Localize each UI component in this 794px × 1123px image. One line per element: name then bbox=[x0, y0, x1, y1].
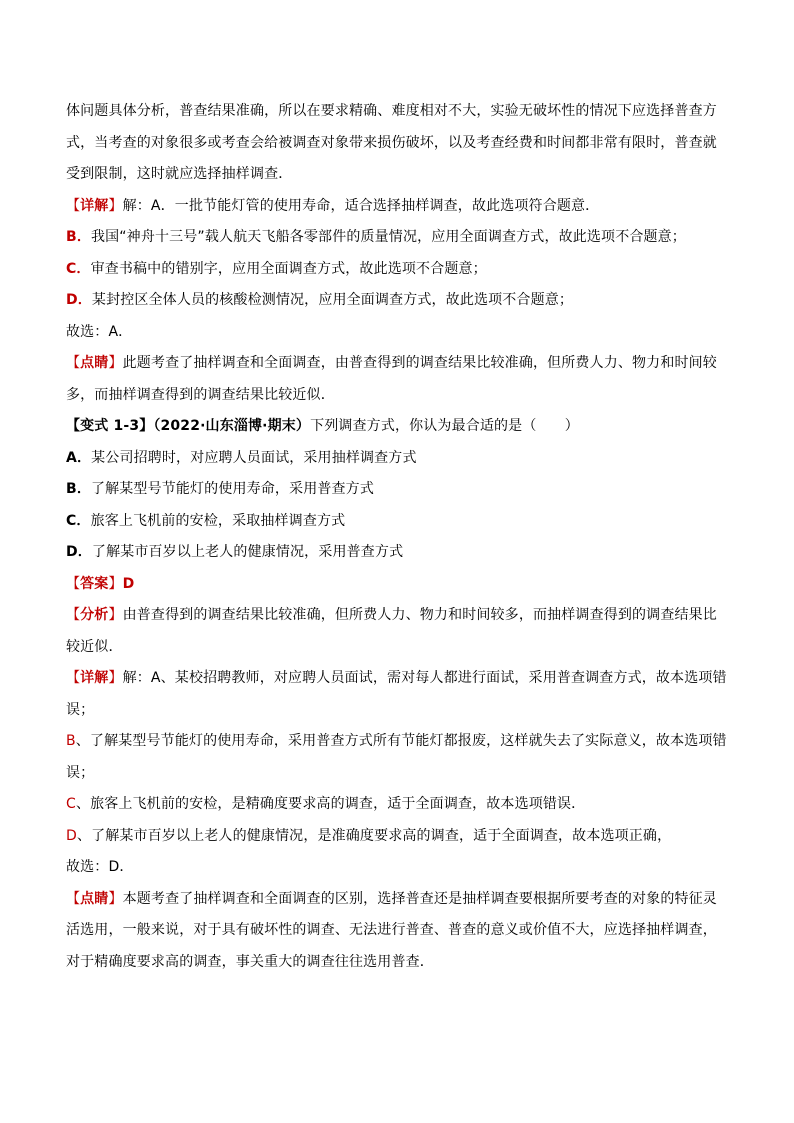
option-letter: D． bbox=[66, 544, 92, 560]
option-text: 我国“神舟十三号”载人航天飞船各零部件的质量情况，应用全面调查方式，故此选项不合题意； bbox=[90, 229, 686, 245]
detail-letter: 解：A bbox=[122, 670, 161, 686]
detail-paragraph-1 bbox=[66, 191, 728, 223]
question-option-c bbox=[66, 506, 728, 538]
detail-line-5 bbox=[66, 789, 728, 821]
question-option-a bbox=[66, 443, 728, 475]
option-letter: A． bbox=[66, 449, 92, 466]
comment-line-2: 多，而抽样调查得到的调查结果比较近似． bbox=[66, 386, 335, 403]
detail-text: 、了解某市百岁以上老人的健康情况，是准确度要求高的调查，适于全面调查，故本选项正确， bbox=[76, 827, 672, 844]
option-text: 了解某市百岁以上老人的健康情况，采用普查方式 bbox=[91, 544, 404, 560]
option-text: 了解某型号节能灯的使用寿命，采用普查方式 bbox=[90, 481, 374, 497]
comment-tag-close: 】 bbox=[108, 355, 123, 371]
analysis-paragraph bbox=[66, 600, 728, 632]
question-source: （2022·山东淄博·期末） bbox=[153, 418, 311, 434]
detail-letter: C bbox=[66, 796, 76, 812]
comment-paragraph-2 bbox=[66, 884, 728, 916]
detail-tag-open: 【 bbox=[66, 197, 81, 214]
detail-text: 、了解某型号节能灯的使用寿命，采用普查方式所有节能灯都报废，这样就失去了实际意义，故本选项错 bbox=[75, 733, 727, 749]
analysis-tag-close: 】 bbox=[108, 607, 123, 623]
analysis-text: 由普查得到的调查结果比较准确，但所费人力、物力和时间较多，而抽样调查得到的调查结果比 bbox=[122, 607, 717, 623]
comment-tag-close: 】 bbox=[108, 890, 123, 907]
option-d-1 bbox=[66, 285, 728, 317]
intro-line-3: 受到限制，这时就应选择抽样调查． bbox=[66, 166, 293, 182]
comment-paragraph-1 bbox=[66, 348, 728, 380]
detail-line-6 bbox=[66, 821, 728, 853]
answer-tag-open: 【 bbox=[66, 575, 81, 592]
question-tag: 【变式 1-3】 bbox=[66, 418, 154, 434]
analysis-tag-open: 【 bbox=[66, 607, 81, 623]
comment-text: 此题考查了抽样调查和全面调查，由普查得到的调查结果比较准确，但所费人力、物力和时间较 bbox=[122, 355, 717, 371]
option-letter: B． bbox=[66, 481, 91, 497]
detail-tag-word: 详解 bbox=[80, 197, 109, 214]
comment-text: 本题考查了抽样调查和全面调查的区别，选择普查还是抽样调查要根据所要考查的对象的特征灵 bbox=[122, 890, 717, 907]
detail-letter: B bbox=[66, 733, 76, 749]
detail-line-4: 误； bbox=[66, 764, 95, 781]
answer-value: D bbox=[122, 575, 135, 592]
detail-letter: D bbox=[66, 827, 77, 844]
analysis-tag-word: 分析 bbox=[80, 607, 109, 623]
question-text: 下列调查方式，你认为最合适的是（ ） bbox=[310, 418, 579, 434]
comment-tag-open: 【 bbox=[66, 355, 81, 371]
detail-paragraph-2 bbox=[66, 663, 728, 695]
option-b-1 bbox=[66, 222, 728, 254]
question-option-d bbox=[66, 537, 728, 569]
detail-line-2: 误； bbox=[66, 701, 95, 718]
option-text: 旅客上飞机前的安检，采取抽样调查方式 bbox=[90, 512, 346, 529]
question-header bbox=[66, 411, 728, 443]
intro-line-2: 式，当考查的对象很多或考查会给被调查对象带来损伤破坏，以及考查经费和时间都非常有限时，普查就 bbox=[66, 134, 717, 151]
detail-tag-close: 】 bbox=[108, 670, 123, 686]
detail-line-3 bbox=[66, 726, 728, 758]
choice-1: 故选：A． bbox=[66, 323, 133, 340]
detail-text: 、旅客上飞机前的安检，是精确度要求高的调查，适于全面调查，故本选项错误． bbox=[75, 796, 586, 812]
comment-line-2b: 活选用，一般来说，对于具有破坏性的调查、无法进行普查、普查的意义或价值不大，应选择抽样调查， bbox=[66, 922, 717, 938]
comment-tag-open: 【 bbox=[66, 890, 81, 907]
option-c-1 bbox=[66, 254, 728, 286]
detail-tag-open: 【 bbox=[66, 670, 81, 686]
option-text: 某封控区全体人员的核酸检测情况，应用全面调查方式，故此选项不合题意； bbox=[91, 292, 574, 308]
detail-text: 、某校招聘教师，对应聘人员面试，需对每人都进行面试，采用普查调查方式，故本选项错 bbox=[160, 670, 727, 686]
question-option-b bbox=[66, 474, 728, 506]
intro-line-1: 体问题具体分析，普查结果准确，所以在要求精确、难度相对不大，实验无破坏性的情况下应选择普查方 bbox=[66, 103, 717, 119]
comment-tag-word: 点睛 bbox=[80, 355, 109, 371]
comment-line-3b: 对于精确度要求高的调查，事关重大的调查往往选用普查． bbox=[66, 953, 434, 970]
answer-tag-word: 答案 bbox=[80, 575, 109, 592]
answer-tag-close: 】 bbox=[108, 575, 123, 592]
detail-tag-close: 】 bbox=[108, 197, 123, 214]
analysis-line-2: 较近似． bbox=[66, 638, 123, 655]
option-text: 某公司招聘时，对应聘人员面试，采用抽样调查方式 bbox=[91, 449, 417, 466]
comment-tag-word: 点睛 bbox=[80, 890, 109, 907]
detail-tag-word: 详解 bbox=[80, 670, 109, 686]
option-letter: D． bbox=[66, 292, 92, 308]
option-letter: C． bbox=[66, 260, 91, 277]
detail-text: 解：A．一批节能灯管的使用寿命，适合选择抽样调查，故此选项符合题意． bbox=[122, 197, 600, 214]
option-letter: C． bbox=[66, 512, 91, 529]
option-letter: B． bbox=[66, 229, 91, 245]
option-text: 审查书稿中的错别字，应用全面调查方式，故此选项不合题意； bbox=[90, 260, 487, 277]
answer-line bbox=[66, 569, 728, 601]
choice-2: 故选：D． bbox=[66, 859, 134, 875]
